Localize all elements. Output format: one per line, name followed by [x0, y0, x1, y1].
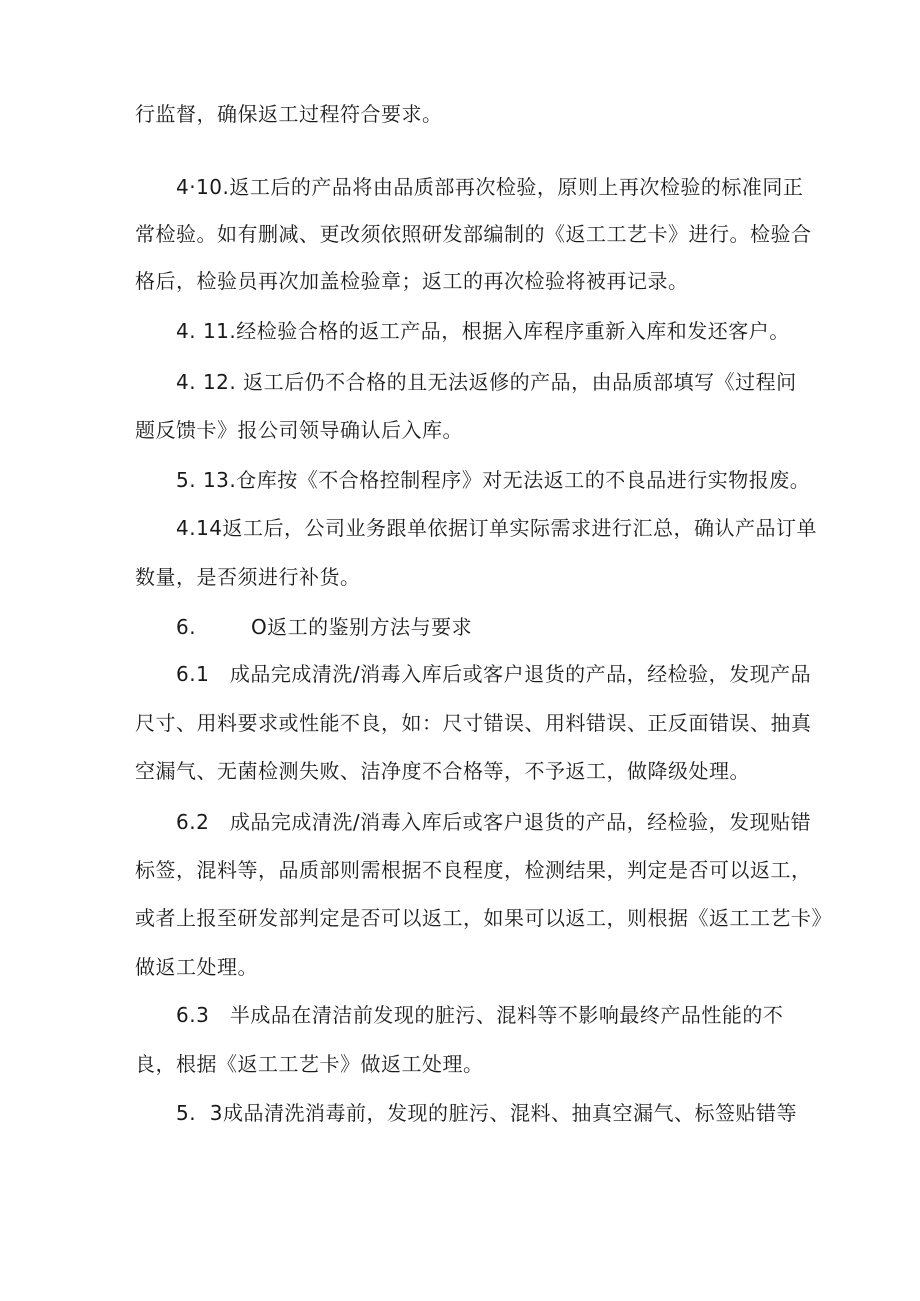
- paragraph-5-3-line-1: 5. 3成品清洗消毒前，发现的脏污、混料、抽真空漏气、标签贴错等: [176, 1101, 798, 1125]
- paragraph-6-1-line-3: 空漏气、无菌检测失败、洁净度不合格等，不予返工，做降级处理。: [135, 759, 750, 783]
- paragraph-6-2-line-2: 标签，混料等，品质部则需根据不良程度，检测结果，判定是否可以返工，: [135, 858, 812, 882]
- section-6-heading: 6. O返工的鉴别方法与要求: [176, 615, 473, 639]
- paragraph-5-13-line-1: 5. 13.仓库按《不合格控制程序》对无法返工的不良品进行实物报废。: [176, 468, 811, 492]
- paragraph-6-2-line-3: 或者上报至研发部判定是否可以返工，如果可以返工，则根据《返工工艺卡》: [135, 906, 832, 930]
- paragraph-continuation-line-1: 行监督，确保返工过程符合要求。: [135, 102, 443, 126]
- paragraph-4-10-line-2: 常检验。如有删减、更改须依照研发部编制的《返工工艺卡》进行。检验合: [135, 222, 812, 246]
- paragraph-4-10-line-3: 格后，检验员再次加盖检验章；返工的再次检验将被再记录。: [135, 269, 689, 293]
- paragraph-6-3-line-1: 6.3 半成品在清洁前发现的脏污、混料等不影响最终产品性能的不: [176, 1003, 784, 1027]
- paragraph-6-2-line-1: 6.2 成品完成清洗/消毒入库后或客户退货的产品，经检验，发现贴错: [176, 810, 812, 834]
- paragraph-6-3-line-2: 良，根据《返工工艺卡》做返工处理。: [135, 1052, 484, 1076]
- paragraph-4-10-line-1: 4·10.返工后的产品将由品质部再次检验，原则上再次检验的标准同正: [176, 175, 804, 199]
- paragraph-4-11-line-1: 4. 11.经检验合格的返工产品，根据入库程序重新入库和发还客户。: [176, 319, 790, 343]
- paragraph-4-12-line-1: 4. 12. 返工后仍不合格的且无法返修的产品，由品质部填写《过程问: [176, 370, 797, 394]
- paragraph-4-12-line-2: 题反馈卡》报公司领导确认后入库。: [135, 418, 463, 442]
- paragraph-4-14-line-2: 数量，是否须进行补货。: [135, 565, 361, 589]
- paragraph-4-14-line-1: 4.14返工后，公司业务跟单依据订单实际需求进行汇总，确认产品订单: [176, 516, 818, 540]
- paragraph-6-1-line-1: 6.1 成品完成清洗/消毒入库后或客户退货的产品，经检验，发现产品: [176, 662, 812, 686]
- paragraph-6-2-line-4: 做返工处理。: [135, 955, 258, 979]
- paragraph-6-1-line-2: 尺寸、用料要求或性能不良，如：尺寸错误、用料错误、正反面错误、抽真: [135, 711, 812, 735]
